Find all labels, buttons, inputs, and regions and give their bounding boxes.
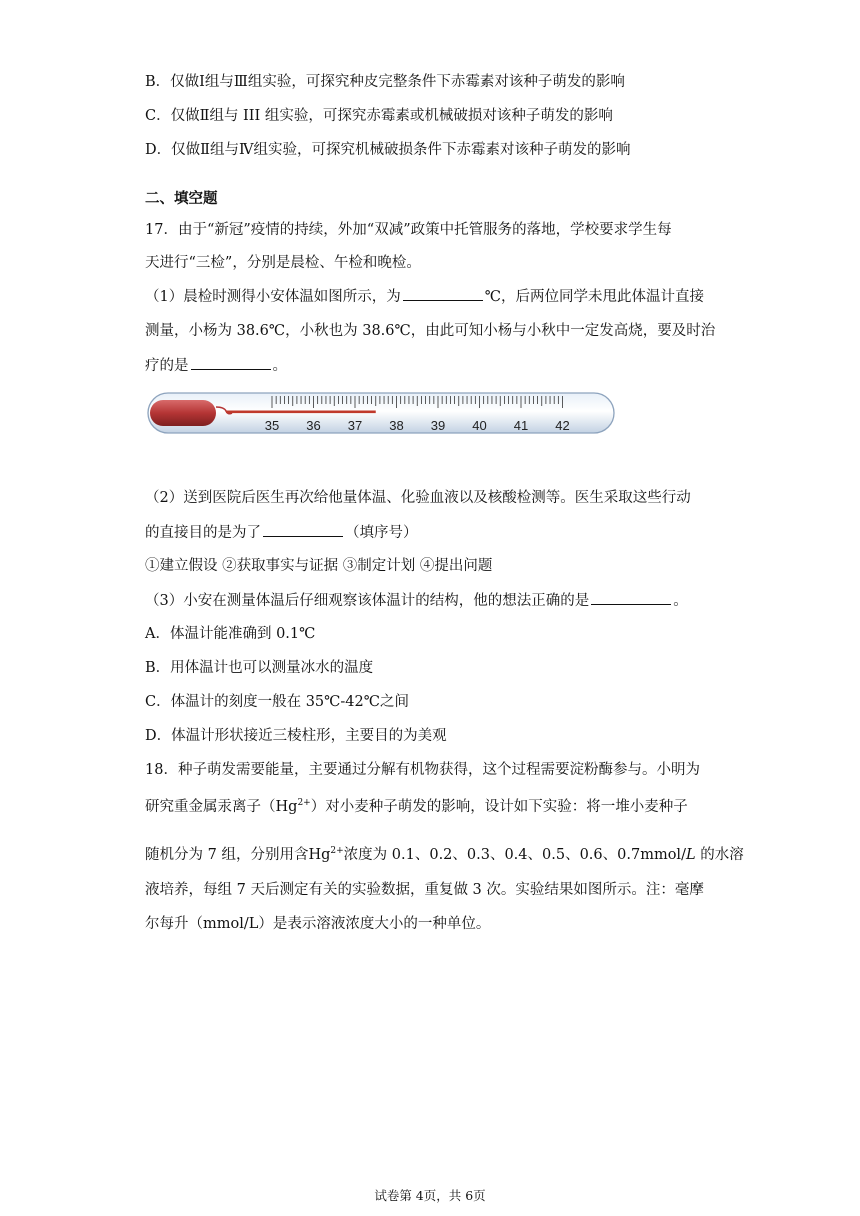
q17-option-d: D．体温计形状接近三棱柱形，主要目的为美观 xyxy=(145,728,447,744)
tick-label-36: 36 xyxy=(306,418,321,433)
q17-p3-text-b: 。 xyxy=(673,593,688,609)
tick-label-41: 41 xyxy=(513,418,529,433)
option-b-prev: B．仅做Ⅰ组与Ⅲ组实验，可探究种皮完整条件下赤霉素对该种子萌发的影响 xyxy=(145,74,625,90)
q17-option-c: C．体温计的刻度一般在 35℃-42℃之间 xyxy=(145,694,409,710)
q17-part2-line1: （2）送到医院后医生再次给他量体温、化验血液以及核酸检测等。医生采取这些行动 xyxy=(145,490,691,506)
q17-part2-line2 xyxy=(145,522,418,543)
thermometer-bulb xyxy=(150,400,216,426)
q17-part1-line2: 测量，小杨为 38.6℃，小秋也为 38.6℃，由此可知小杨与小秋中一定发高烧，要及时治 xyxy=(145,323,716,339)
q18-line4: 液培养，每组 7 天后测定有关的实验数据，重复做 3 次。实验结果如图所示。注：毫摩 xyxy=(145,882,704,898)
q17-p2-text-c: （填序号） xyxy=(345,525,418,541)
page-footer: 试卷第 4页，共 6页 xyxy=(374,1188,486,1203)
q17-part2-options: ①建立假设 ②获取事实与证据 ③制定计划 ④提出问题 xyxy=(145,558,493,574)
answer-blank-purpose[interactable] xyxy=(263,522,343,537)
tick-label-42: 42 xyxy=(555,418,570,433)
tick-label-35: 35 xyxy=(264,418,280,433)
tick-label-37: 37 xyxy=(347,418,363,433)
q17-line2: 天进行“三检”，分别是晨检、午检和晚检。 xyxy=(145,255,421,271)
q17-p1-line3-text-b: 。 xyxy=(272,358,287,374)
q17-part3-line1 xyxy=(145,590,688,611)
q18-line1: 18．种子萌发需要能量，主要通过分解有机物获得，这个过程需要淀粉酶参与。小明为 xyxy=(145,762,700,778)
q17-part1-line3 xyxy=(145,355,287,376)
q17-p3-text-a: （3）小安在测量体温后仔细观察该体温计的结构，他的想法正确的是 xyxy=(145,593,590,609)
q17-p1-text-a: （1）晨检时测得小安体温如图所示，为 xyxy=(145,289,401,305)
q17-p1-line3-text-a: 疗的是 xyxy=(145,358,189,374)
q18-line3-text-c: 的水溶 xyxy=(695,847,744,863)
q17-p2-text-b: 的直接目的是为了 xyxy=(145,525,261,541)
tick-label-38: 38 xyxy=(389,418,404,433)
q18-line2 xyxy=(145,797,688,817)
q17-p1-text-b: ℃，后两位同学未甩此体温计直接 xyxy=(484,289,704,305)
answer-blank-temperature[interactable] xyxy=(403,286,483,301)
q17-option-a: A．体温计能准确到 0.1℃ xyxy=(145,626,316,642)
q17-part1-line1 xyxy=(145,286,704,307)
q18-line2-text-a: 研究重金属汞离子（ xyxy=(145,799,276,815)
q18-line3 xyxy=(145,845,744,865)
thermometer-figure xyxy=(146,390,618,438)
mercury-column xyxy=(226,411,376,414)
mercury-ion-symbol: Hg xyxy=(275,799,298,815)
mercury-ion-charge-2: 2+ xyxy=(330,846,344,856)
q18-line3-text-a: 随机分为 7 组，分别用含 xyxy=(145,847,309,863)
q17-line1: 17．由于“新冠”疫情的持续，外加“双减”政策中托管服务的落地，学校要求学生每 xyxy=(145,222,672,238)
q18-line5: 尔每升（mmol/L）是表示溶液浓度大小的一种单位。 xyxy=(145,916,491,932)
q18-line2-text-b: ）对小麦种子萌发的影响，设计如下实验：将一堆小麦种子 xyxy=(310,799,688,815)
section-title: 二、填空题 xyxy=(145,191,218,207)
mercury-ion-symbol-2: Hg xyxy=(308,847,331,863)
tick-label-39: 39 xyxy=(430,418,446,433)
tick-label-40: 40 xyxy=(472,418,487,433)
option-d-prev: D．仅做Ⅱ组与Ⅳ组实验，可探究机械破损条件下赤霉素对该种子萌发的影响 xyxy=(145,142,631,158)
answer-blank-structure[interactable] xyxy=(591,590,671,605)
q18-unit-l: L xyxy=(685,847,696,863)
answer-blank-fever[interactable] xyxy=(191,355,271,370)
option-c-prev: C．仅做Ⅱ组与 III 组实验，可探究赤霉素或机械破损对该种子萌发的影响 xyxy=(145,108,613,124)
mercury-ion-charge: 2+ xyxy=(297,798,311,808)
q17-option-b: B．用体温计也可以测量冰水的温度 xyxy=(145,660,374,676)
thermometer-glass xyxy=(148,393,614,433)
q18-line3-text-b: 浓度为 0.1、0.2、0.3、0.4、0.5、0.6、0.7mmol/ xyxy=(343,847,686,863)
